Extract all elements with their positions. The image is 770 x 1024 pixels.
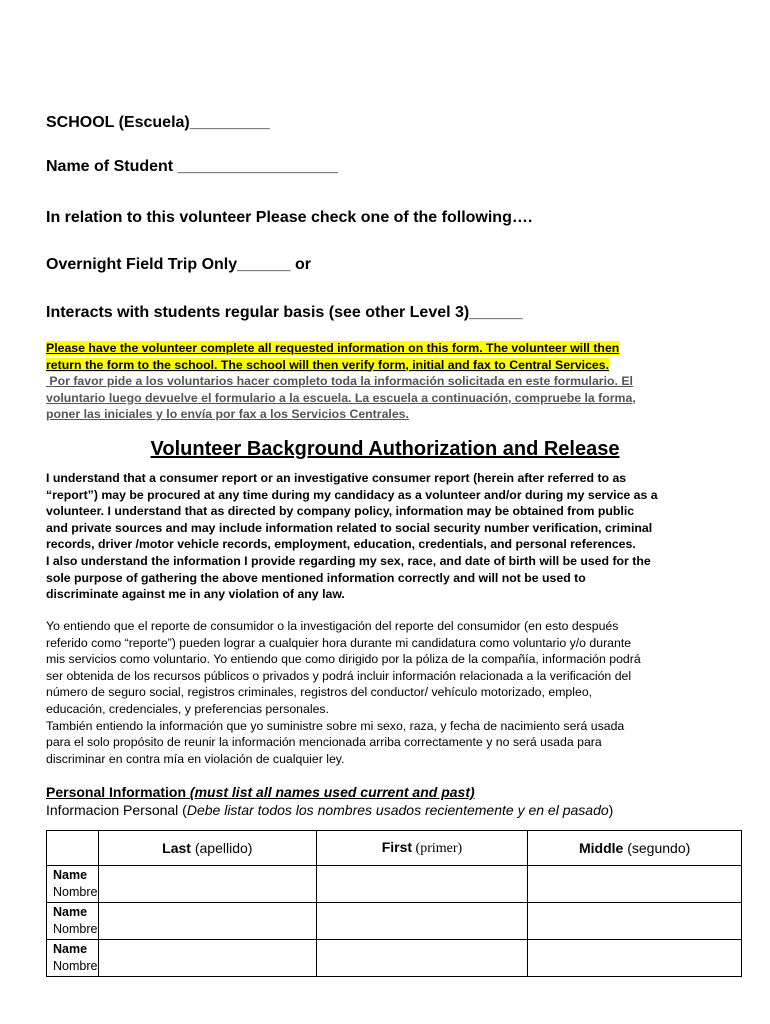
notice-english — [46, 340, 726, 373]
authorization-paragraph-english — [46, 470, 730, 603]
paragraph-line: discriminar en contra mía en violación de cualquier ley. — [46, 751, 345, 766]
paragraph-line: Yo entiendo que el reporte de consumidor o la investigación del reporte del consumidor (en esto después — [46, 619, 619, 633]
paragraph-line: and private sources and may include information related to social security number verification, criminal — [46, 520, 653, 535]
personal-info-close-es: ) — [608, 802, 614, 818]
personal-info-note: (must list all names used current and past) — [189, 784, 475, 800]
table-row — [47, 866, 742, 903]
paragraph-line: I also understand the information I provide regarding my sex, race, and date of birth will be used for the — [46, 553, 651, 568]
notice-es-line: poner las iniciales y lo envía por fax a los Servicios Centrales. — [46, 407, 409, 421]
middle-name-cell[interactable] — [528, 940, 742, 977]
personal-info-heading-spanish — [46, 802, 613, 818]
paragraph-line: “report”) may be procured at any time during my candidacy as a volunteer and/or during my service as a — [46, 487, 658, 502]
last-name-cell[interactable] — [98, 866, 316, 903]
relation-instruction: In relation to this volunteer Please check one of the following…. — [46, 209, 533, 226]
row-label: Name Nombre — [47, 940, 99, 977]
first-name-cell[interactable] — [316, 940, 528, 977]
table-row — [47, 940, 742, 977]
personal-info-note-es: Debe listar todos los nombres usados recientemente y en el pasado — [186, 802, 609, 818]
table-header-row — [47, 831, 742, 866]
paragraph-line: mis servicios como voluntario. Yo entiendo que como dirigido por la póliza de la compañía, información podrá — [46, 652, 641, 667]
regular-interaction-option: Interacts with students regular basis (see other Level 3)______ — [46, 304, 523, 321]
school-field: SCHOOL (Escuela)_________ — [46, 114, 270, 131]
paragraph-line: I understand that a consumer report or an investigative consumer report (herein after referred to as — [46, 471, 627, 485]
table-row — [47, 903, 742, 940]
notice-en-line: return the form to the school. The school will then verify form, initial and fax to Central Services. — [46, 357, 610, 372]
paragraph-line: records, driver /motor vehicle records, employment, education, credentials, and personal references. — [46, 537, 636, 552]
paragraph-line: También entiendo la información que yo suministre sobre mi sexo, raza, y fecha de nacimiento será usada — [46, 718, 625, 733]
authorization-paragraph-spanish — [46, 618, 730, 767]
paragraph-line: sole purpose of gathering the above mentioned information correctly and will not be used to — [46, 570, 586, 585]
middle-name-cell[interactable] — [528, 903, 742, 940]
notice-es-line: voluntario luego devuelve el formulario a la escuela. La escuela a continuación, compruebe la forma, — [46, 390, 636, 405]
notice-es-line: Por favor pide a los voluntarios hacer completo toda la información solicitada en este formulario. El — [46, 374, 633, 388]
notice-en-line: Please have the volunteer complete all requested information on this form. The volunteer will then — [46, 341, 620, 355]
header-blank-cell — [47, 831, 99, 866]
paragraph-line: ser obtenida de los recursos públicos o privados y podrá incluir información relacionada a la verificación del — [46, 668, 632, 683]
middle-name-cell[interactable] — [528, 866, 742, 903]
header-last: Last (apellido) — [98, 831, 316, 866]
header-middle: Middle (segundo) — [528, 831, 742, 866]
notice-spanish — [46, 373, 726, 423]
paragraph-line: para el solo propósito de reunir la información mencionada arriba correctamente y no será usada para — [46, 735, 602, 750]
paragraph-line: volunteer. I understand that as directed by company policy, information may be obtained from public — [46, 504, 635, 519]
personal-info-label: Personal Information — [46, 784, 190, 800]
last-name-cell[interactable] — [98, 903, 316, 940]
overnight-trip-option: Overnight Field Trip Only______ or — [46, 256, 311, 273]
first-name-cell[interactable] — [316, 866, 528, 903]
paragraph-line: número de seguro social, registros criminales, registros del conductor/ vehículo motorizado, empleo, — [46, 685, 593, 700]
names-table — [46, 830, 742, 977]
personal-info-heading — [46, 784, 475, 800]
student-name-field: Name of Student __________________ — [46, 158, 338, 175]
document-title: Volunteer Background Authorization and Release — [150, 438, 620, 460]
paragraph-line: referido como “reporte”) pueden lograr a cualquier hora durante mi candidatura como voluntario y/o durante — [46, 635, 632, 650]
personal-info-label-es: Informacion Personal ( — [46, 802, 187, 818]
row-label: Name Nombre — [47, 903, 99, 940]
first-name-cell[interactable] — [316, 903, 528, 940]
header-first: First (primer) — [316, 831, 528, 866]
row-label: Name Nombre — [47, 866, 99, 903]
paragraph-line: educación, credenciales, y preferencias personales. — [46, 701, 329, 716]
paragraph-line: discriminate against me in any violation of any law. — [46, 587, 345, 602]
last-name-cell[interactable] — [98, 940, 316, 977]
